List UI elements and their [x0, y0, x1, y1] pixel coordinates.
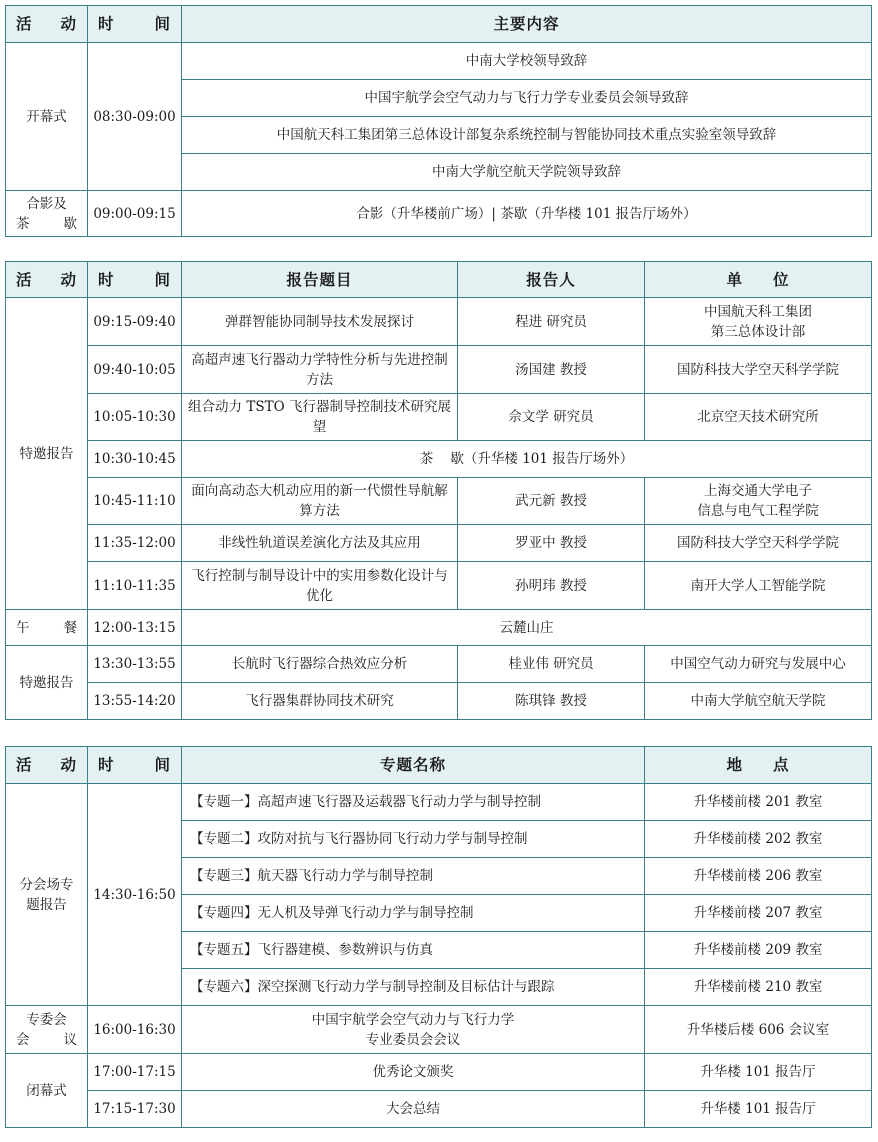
topic-name: 【专题五】飞行器建模、参数辨识与仿真 — [182, 932, 645, 969]
talk-title: 长航时飞行器综合热效应分析 — [182, 646, 458, 683]
table-row — [6, 610, 872, 646]
closing-topic: 优秀论文颁奖 — [182, 1054, 645, 1091]
talk-time: 13:30-13:55 — [88, 646, 182, 683]
committee-activity: 专委会 会 议 — [6, 1006, 88, 1054]
table-row — [6, 683, 872, 720]
talk-title: 弹群智能协同制导技术发展探讨 — [182, 298, 458, 346]
topic-place: 升华楼前楼 206 教室 — [645, 858, 872, 895]
header-time: 时 间 — [88, 747, 182, 784]
header-time: 时 间 — [88, 262, 182, 298]
committee-place: 升华楼后楼 606 会议室 — [645, 1006, 872, 1054]
talk-time: 13:55-14:20 — [88, 683, 182, 720]
table-header-row — [6, 6, 872, 43]
talk-time: 10:45-11:10 — [88, 478, 182, 525]
header-activity: 活 动 — [6, 262, 88, 298]
talk-title: 非线性轨道误差演化方法及其应用 — [182, 525, 458, 562]
header-topic: 专题名称 — [182, 747, 645, 784]
header-speaker: 报告人 — [458, 262, 645, 298]
opening-item: 中南大学航空航天学院领导致辞 — [182, 154, 872, 191]
talk-time: 10:05-10:30 — [88, 394, 182, 441]
talk-title: 面向高动态大机动应用的新一代惯性导航解算方法 — [182, 478, 458, 525]
topic-name: 【专题三】航天器飞行动力学与制导控制 — [182, 858, 645, 895]
topic-place: 升华楼前楼 209 教室 — [645, 932, 872, 969]
closing-topic: 大会总结 — [182, 1091, 645, 1128]
session2-activity: 特邀报告 — [6, 646, 88, 720]
table-header-row — [6, 262, 872, 298]
talk-title: 组合动力 TSTO 飞行器制导控制技术研究展望 — [182, 394, 458, 441]
header-place: 地 点 — [645, 747, 872, 784]
header-activity: 活 动 — [6, 6, 88, 43]
table-row — [6, 346, 872, 394]
header-unit: 单 位 — [645, 262, 872, 298]
topic-name: 【专题四】无人机及导弹飞行动力学与制导控制 — [182, 895, 645, 932]
photo-activity: 合影及 茶 歇 — [6, 191, 88, 237]
talk-time: 11:35-12:00 — [88, 525, 182, 562]
opening-activity: 开幕式 — [6, 43, 88, 191]
talk-time: 09:15-09:40 — [88, 298, 182, 346]
table-row — [6, 478, 872, 525]
talk-speaker: 桂业伟 研究员 — [458, 646, 645, 683]
table-row — [6, 525, 872, 562]
talk-unit: 北京空天技术研究所 — [645, 394, 872, 441]
talk-speaker: 武元新 教授 — [458, 478, 645, 525]
talk-time: 09:40-10:05 — [88, 346, 182, 394]
table-row — [6, 441, 872, 478]
table-row — [6, 394, 872, 441]
opening-item: 中国宇航学会空气动力与飞行力学专业委员会领导致辞 — [182, 80, 872, 117]
table-row — [6, 1006, 872, 1054]
committee-topic: 中国宇航学会空气动力与飞行力学 专业委员会会议 — [182, 1006, 645, 1054]
parallel-activity: 分会场专 题报告 — [6, 784, 88, 1006]
lunch-place: 云麓山庄 — [182, 610, 872, 646]
parallel-session-table — [5, 746, 872, 1128]
closing-place: 升华楼 101 报告厅 — [645, 1054, 872, 1091]
table-row — [6, 784, 872, 821]
topic-place: 升华楼前楼 201 教室 — [645, 784, 872, 821]
table-row — [6, 191, 872, 237]
talk-time: 11:10-11:35 — [88, 562, 182, 610]
talk-title: 高超声速飞行器动力学特性分析与先进控制方法 — [182, 346, 458, 394]
table-row — [6, 646, 872, 683]
header-title: 报告题目 — [182, 262, 458, 298]
break-time: 10:30-10:45 — [88, 441, 182, 478]
header-activity: 活 动 — [6, 747, 88, 784]
opening-time: 08:30-09:00 — [88, 43, 182, 191]
topic-name: 【专题一】高超声速飞行器及运载器飞行动力学与制导控制 — [182, 784, 645, 821]
talk-speaker: 汤国建 教授 — [458, 346, 645, 394]
photo-time: 09:00-09:15 — [88, 191, 182, 237]
table-row — [6, 298, 872, 346]
table-header-row — [6, 747, 872, 784]
topic-name: 【专题六】深空探测飞行动力学与制导控制及目标估计与跟踪 — [182, 969, 645, 1006]
topic-place: 升华楼前楼 207 教室 — [645, 895, 872, 932]
opening-item: 中南大学校领导致辞 — [182, 43, 872, 80]
talk-unit: 国防科技大学空天科学学院 — [645, 525, 872, 562]
session1-activity: 特邀报告 — [6, 298, 88, 610]
table-row — [6, 562, 872, 610]
talk-title: 飞行控制与制导设计中的实用参数化设计与优化 — [182, 562, 458, 610]
topic-place: 升华楼前楼 202 教室 — [645, 821, 872, 858]
talk-speaker: 佘文学 研究员 — [458, 394, 645, 441]
talk-speaker: 罗亚中 教授 — [458, 525, 645, 562]
talk-speaker: 程进 研究员 — [458, 298, 645, 346]
keynote-table — [5, 261, 872, 720]
topic-name: 【专题二】攻防对抗与飞行器协同飞行动力学与制导控制 — [182, 821, 645, 858]
opening-item: 中国航天科工集团第三总体设计部复杂系统控制与智能协同技术重点实验室领导致辞 — [182, 117, 872, 154]
header-content: 主要内容 — [182, 6, 872, 43]
table-row — [6, 1054, 872, 1091]
closing-time: 17:00-17:15 — [88, 1054, 182, 1091]
parallel-time: 14:30-16:50 — [88, 784, 182, 1006]
talk-unit: 国防科技大学空天科学学院 — [645, 346, 872, 394]
committee-time: 16:00-16:30 — [88, 1006, 182, 1054]
table-row — [6, 1091, 872, 1128]
talk-speaker: 陈琪锋 教授 — [458, 683, 645, 720]
closing-activity: 闭幕式 — [6, 1054, 88, 1128]
talk-unit: 中国空气动力研究与发展中心 — [645, 646, 872, 683]
header-time: 时 间 — [88, 6, 182, 43]
opening-table — [5, 5, 872, 237]
talk-unit: 南开大学人工智能学院 — [645, 562, 872, 610]
talk-unit: 中南大学航空航天学院 — [645, 683, 872, 720]
table-row — [6, 43, 872, 80]
topic-place: 升华楼前楼 210 教室 — [645, 969, 872, 1006]
lunch-time: 12:00-13:15 — [88, 610, 182, 646]
break-label: 茶 歇（升华楼 101 报告厅场外） — [182, 441, 872, 478]
lunch-activity: 午 餐 — [6, 610, 88, 646]
talk-title: 飞行器集群协同技术研究 — [182, 683, 458, 720]
talk-unit: 中国航天科工集团 第三总体设计部 — [645, 298, 872, 346]
closing-place: 升华楼 101 报告厅 — [645, 1091, 872, 1128]
talk-unit: 上海交通大学电子 信息与电气工程学院 — [645, 478, 872, 525]
closing-time: 17:15-17:30 — [88, 1091, 182, 1128]
talk-speaker: 孙明玮 教授 — [458, 562, 645, 610]
photo-content: 合影（升华楼前广场）| 茶歇（升华楼 101 报告厅场外） — [182, 191, 872, 237]
